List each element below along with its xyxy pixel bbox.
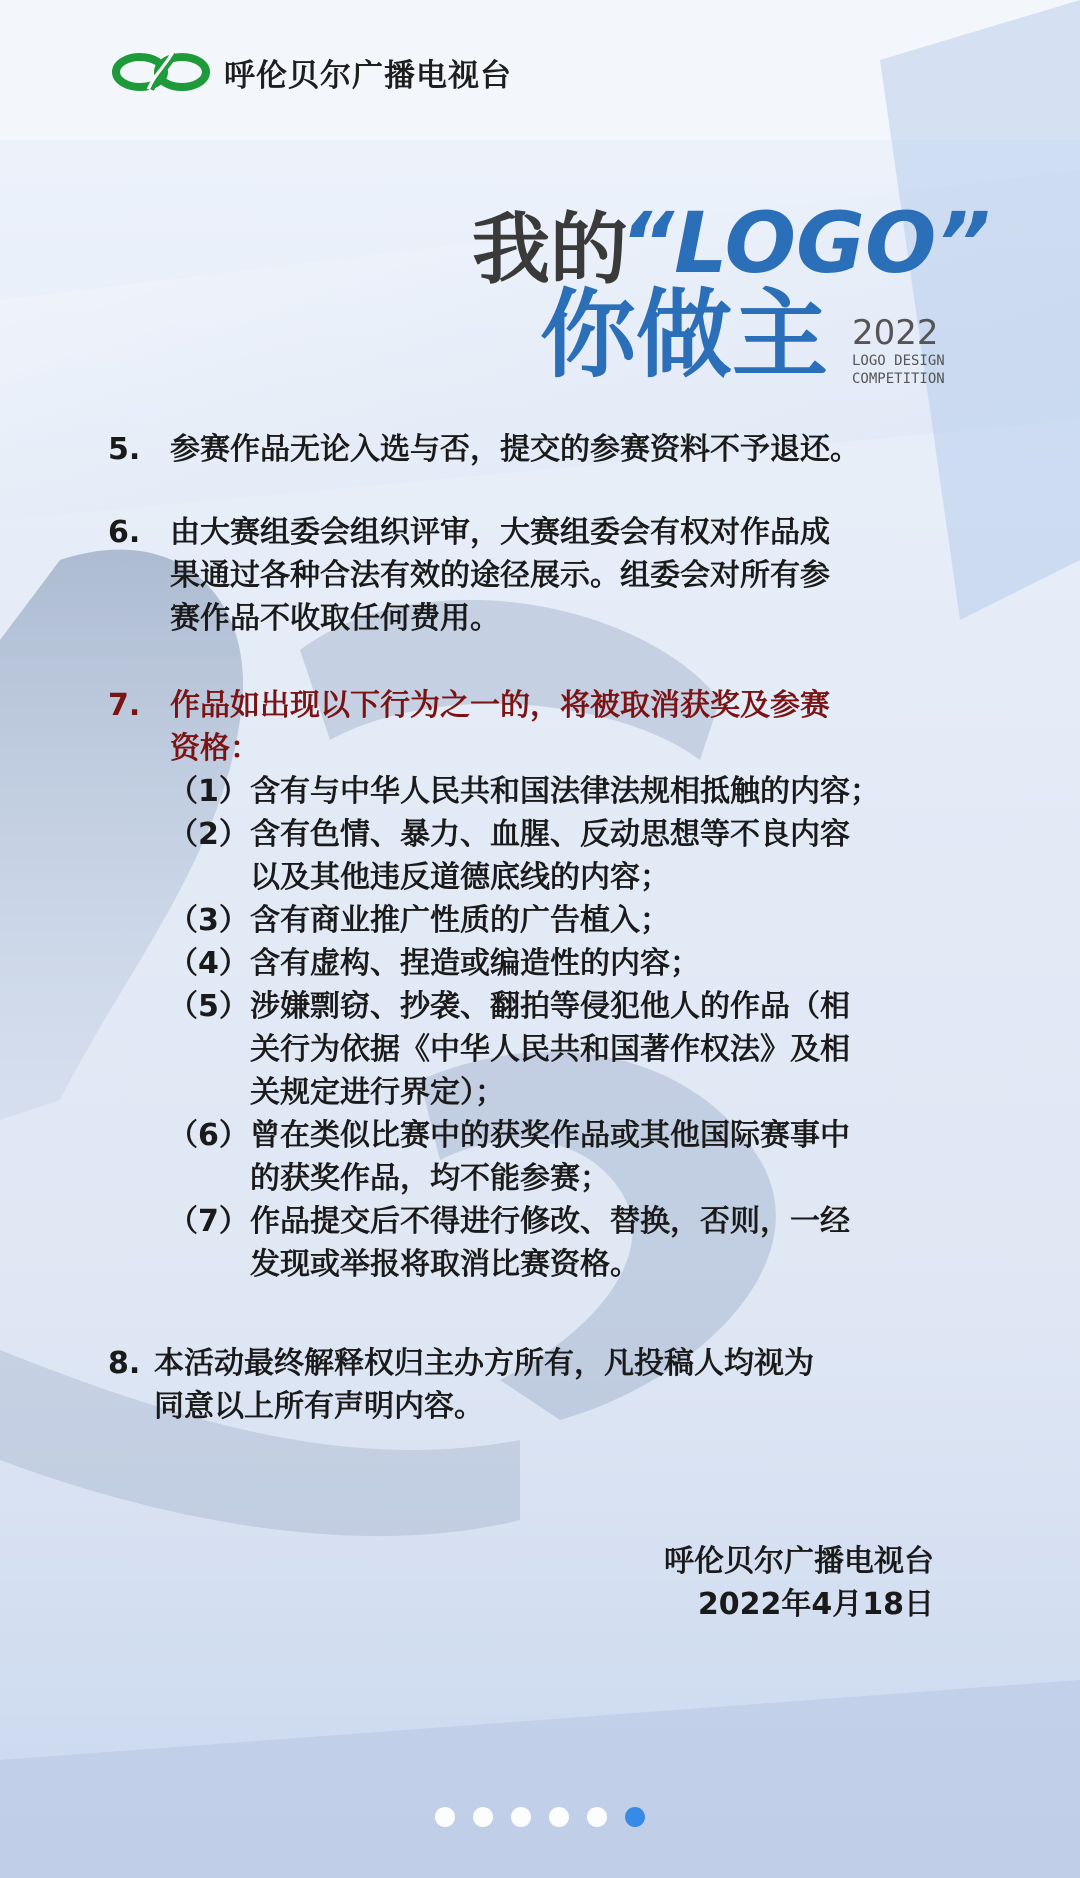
rule-number: 6. bbox=[108, 515, 141, 550]
hlbe-tv-logo-icon bbox=[112, 46, 210, 98]
sub-text-line: 关行为依据《中华人民共和国著作权法》及相 bbox=[250, 1032, 850, 1067]
banner-sub1: LOGO DESIGN bbox=[852, 353, 945, 369]
sub-number: （4） bbox=[168, 946, 249, 981]
rule-text-line: 果通过各种合法有效的途径展示。组委会对所有参 bbox=[170, 558, 830, 593]
sub-text-line: 涉嫌剽窃、抄袭、翻拍等侵犯他人的作品（相 bbox=[250, 989, 850, 1024]
page-dot-4[interactable] bbox=[549, 1807, 569, 1827]
sub-text-line: 含有与中华人民共和国法律法规相抵触的内容； bbox=[250, 774, 880, 809]
sub-text-line: 曾在类似比赛中的获奖作品或其他国际赛事中 bbox=[250, 1118, 850, 1153]
sub-text-line: 发现或举报将取消比赛资格。 bbox=[250, 1247, 640, 1282]
rule-text-line: 本活动最终解释权归主办方所有，凡投稿人均视为 bbox=[154, 1346, 814, 1381]
page-dot-5[interactable] bbox=[587, 1807, 607, 1827]
rule-text-line: 由大赛组委会组织评审，大赛组委会有权对作品成 bbox=[170, 515, 830, 550]
header bbox=[112, 42, 512, 102]
rule-7-sub-7 bbox=[168, 1200, 988, 1286]
sub-text-line: 关规定进行界定）； bbox=[250, 1075, 505, 1110]
rule-7-sub-5 bbox=[168, 985, 988, 1114]
rule-7-sub-4 bbox=[168, 942, 988, 985]
sub-text-line: 以及其他违反道德底线的内容； bbox=[250, 860, 670, 895]
rule-text-line: 资格： bbox=[170, 731, 260, 766]
sub-number: （1） bbox=[168, 774, 249, 809]
sub-number: （6） bbox=[168, 1118, 249, 1153]
rule-7-sub-2 bbox=[168, 813, 988, 899]
sub-text-line: 含有色情、暴力、血腥、反动思想等不良内容 bbox=[250, 817, 850, 852]
page-dot-6-active[interactable] bbox=[625, 1807, 645, 1827]
banner-sub2: COMPETITION bbox=[852, 371, 945, 387]
rules-content bbox=[108, 428, 988, 1428]
sub-number: （5） bbox=[168, 989, 249, 1024]
page-dot-2[interactable] bbox=[473, 1807, 493, 1827]
rule-5 bbox=[108, 428, 988, 471]
signature-date: 2022年4月18日 bbox=[697, 1587, 934, 1622]
rule-text-line: 赛作品不收取任何费用。 bbox=[170, 601, 500, 636]
sub-text-line: 的获奖作品，均不能参赛； bbox=[250, 1161, 610, 1196]
banner-title-en: “LOGO” bbox=[620, 194, 990, 292]
banner-title-cn: 我的 bbox=[472, 205, 629, 295]
rule-8 bbox=[108, 1342, 988, 1428]
rule-7 bbox=[108, 684, 988, 770]
rule-7-sub-3 bbox=[168, 899, 988, 942]
banner-year: 2022 bbox=[852, 313, 939, 353]
sub-text-line: 含有商业推广性质的广告植入； bbox=[250, 903, 670, 938]
rule-7-sub-6 bbox=[168, 1114, 988, 1200]
page-indicator bbox=[0, 1807, 1080, 1827]
rule-text: 参赛作品无论入选与否，提交的参赛资料不予退还。 bbox=[170, 432, 860, 467]
rule-7-sub-1 bbox=[168, 770, 988, 813]
sub-number: （7） bbox=[168, 1204, 249, 1239]
sub-number: （3） bbox=[168, 903, 249, 938]
rule-text-line: 作品如出现以下行为之一的，将被取消获奖及参赛 bbox=[170, 688, 830, 723]
rule-text-line: 同意以上所有声明内容。 bbox=[154, 1389, 484, 1424]
signature bbox=[664, 1540, 934, 1626]
rule-number: 5. bbox=[108, 432, 141, 467]
page-dot-1[interactable] bbox=[435, 1807, 455, 1827]
sub-text-line: 作品提交后不得进行修改、替换，否则，一经 bbox=[250, 1204, 850, 1239]
signature-org: 呼伦贝尔广播电视台 bbox=[664, 1544, 934, 1579]
org-name: 呼伦贝尔广播电视台 bbox=[224, 57, 512, 94]
rule-6 bbox=[108, 511, 988, 640]
rule-number: 8. bbox=[108, 1346, 141, 1381]
sub-number: （2） bbox=[168, 817, 249, 852]
page-dot-3[interactable] bbox=[511, 1807, 531, 1827]
contest-banner bbox=[470, 180, 990, 410]
sub-text-line: 含有虚构、捏造或编造性的内容； bbox=[250, 946, 700, 981]
rule-number: 7. bbox=[108, 688, 141, 723]
banner-subtitle-cn: 你做主 bbox=[540, 279, 828, 391]
